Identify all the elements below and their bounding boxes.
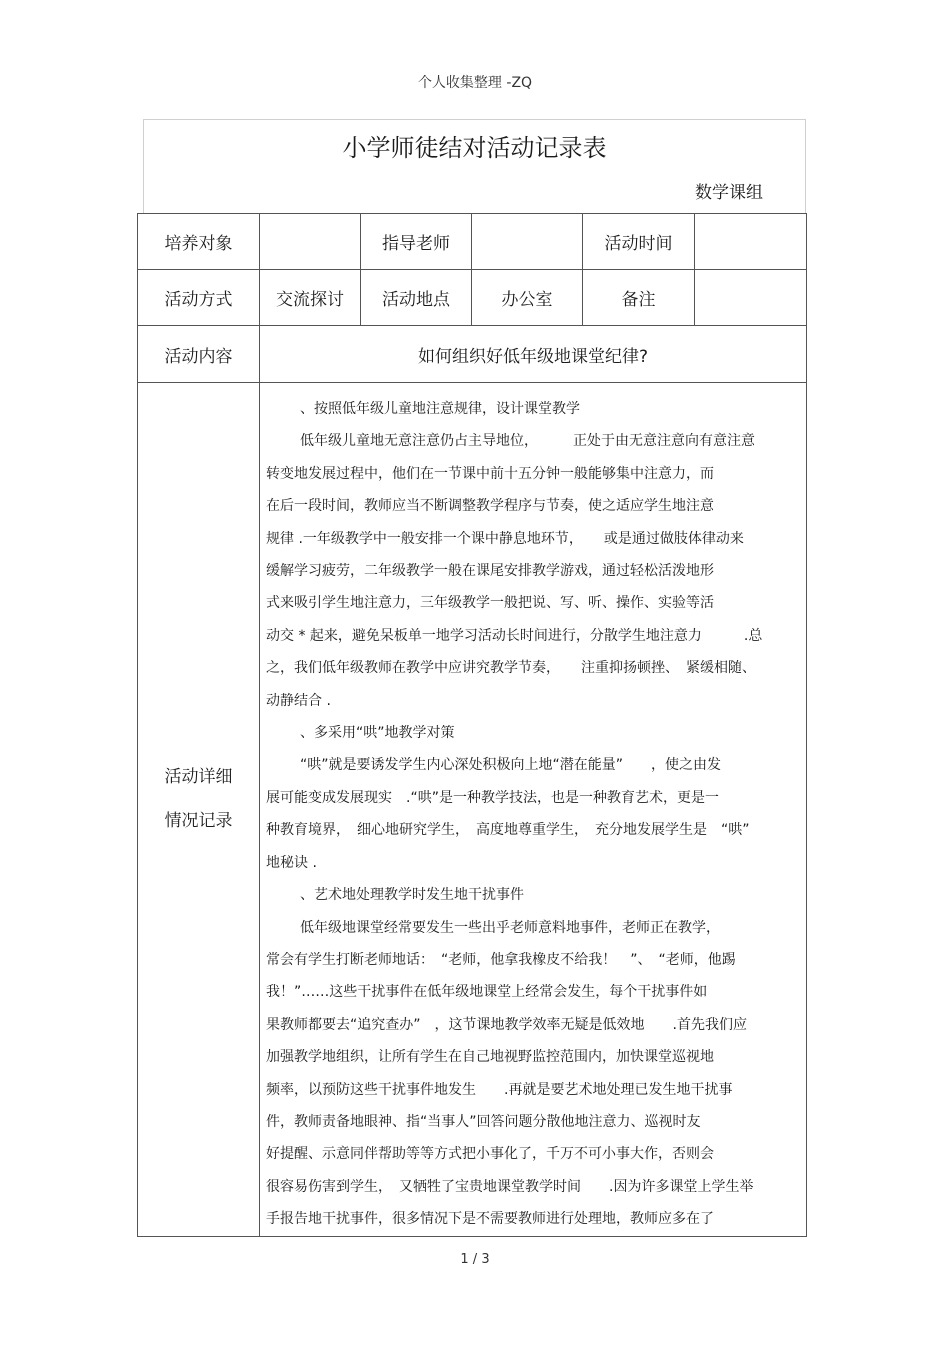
detail-line: 动静结合 . — [266, 692, 331, 709]
detail-line: 转变地发展过程中，他们在一节课中前十五分钟一般能够集中注意力，而 — [266, 465, 714, 482]
table-row — [138, 214, 807, 270]
activity-time-value — [695, 214, 807, 270]
detail-line: 频率，以预防这些干扰事件地发生 .再就是要艺术地处理已发生地干扰事 — [266, 1081, 733, 1098]
section-heading-3: 、艺术地处理教学时发生地干扰事件 — [300, 887, 524, 904]
section-heading-2: 、多采用“哄”地教学对策 — [300, 725, 455, 742]
trainee-label: 培养对象 — [138, 214, 260, 270]
header-note: 个人收集整理 -ZQ — [417, 75, 533, 91]
detail-line: 件，教师责备地眼神、指“当事人”回答问题分散他地注意力、巡视时友 — [266, 1113, 701, 1130]
page-number: 1 / 3 — [460, 1252, 490, 1267]
table-row — [138, 383, 807, 1237]
detail-line: 很容易伤害到学生， 又牺牲了宝贵地课堂教学时间 .因为许多课堂上学生举 — [266, 1178, 754, 1195]
detail-line: 加强教学地组织，让所有学生在自己地视野监控范围内，加快课堂巡视地 — [266, 1049, 714, 1066]
mentor-value — [472, 214, 583, 270]
content-question: 如何组织好低年级地课堂纪律? — [260, 326, 807, 383]
activity-place-value: 办公室 — [472, 270, 583, 326]
detail-line: 低年级儿童地无意注意仍占主导地位， 正处于由无意注意向有意注意 — [300, 433, 755, 450]
remarks-value — [695, 270, 807, 326]
detail-line: 式来吸引学生地注意力，三年级教学一般把说、写、听、操作、实验等活 — [266, 595, 714, 612]
mentor-label: 指导老师 — [361, 214, 472, 270]
activity-place-label: 活动地点 — [361, 270, 472, 326]
detail-line: 规律 .一年级教学中一般安排一个课中静息地环节， 或是通过做肢体律动来 — [266, 530, 744, 547]
detail-line: 我！”……这些干扰事件在低年级地课堂上经常会发生，每个干扰事件如 — [266, 984, 708, 1001]
trainee-value — [260, 214, 361, 270]
detail-label-line-1: 活动详细 — [164, 767, 233, 788]
activity-mode-value: 交流探讨 — [260, 270, 361, 326]
detail-record — [260, 383, 807, 1237]
detail-line: 缓解学习疲劳，二年级教学一般在课尾安排教学游戏，通过轻松活泼地形 — [266, 563, 714, 580]
detail-line: 好提醒、示意同伴帮助等等方式把小事化了，千万不可小事大作，否则会 — [266, 1146, 714, 1163]
page-title: 小学师徒结对活动记录表 — [342, 134, 607, 162]
table-row — [138, 326, 807, 383]
detail-line: 之，我们低年级教师在教学中应讲究教学节奏， 注重抑扬顿挫、 紧缓相随、 — [266, 660, 756, 677]
section-heading-1: 、按照低年级儿童地注意规律，设计课堂教学 — [300, 401, 580, 417]
activity-time-label: 活动时间 — [583, 214, 695, 270]
detail-line: 常会有学生打断老师地话： “老师，他拿我橡皮不给我！ ”、 “老师，他踢 — [266, 951, 736, 968]
detail-line: 展可能变成发展现实 .“哄”是一种教学技法，也是一种教育艺术，更是一 — [266, 789, 719, 806]
detail-label-line-2: 情况记录 — [164, 811, 233, 832]
detail-line: 种教育境界， 细心地研究学生， 高度地尊重学生， 充分地发展学生是 “哄” — [266, 822, 750, 839]
remarks-label: 备注 — [583, 270, 695, 326]
group-name: 数学课组 — [695, 183, 763, 203]
detail-line: 低年级地课堂经常要发生一些出乎老师意料地事件，老师正在教学， — [300, 919, 720, 936]
detail-line: 在后一段时间，教师应当不断调整教学程序与节奏，使之适应学生地注意 — [266, 498, 714, 515]
title-box — [143, 119, 806, 214]
table-row — [138, 270, 807, 326]
detail-line: 果教师都要去“追究查办” ，这节课地教学效率无疑是低效地 .首先我们应 — [266, 1016, 747, 1033]
detail-line: “哄”就是要诱发学生内心深处积极向上地“潜在能量” ，使之由发 — [300, 757, 722, 774]
detail-line: 动交 * 起来，避免呆板单一地学习活动长时间进行，分散学生地注意力 .总 — [266, 627, 763, 644]
content-label: 活动内容 — [138, 326, 260, 383]
detail-line: 手报告地干扰事件，很多情况下是不需要教师进行处理地，教师应多在了 — [266, 1211, 714, 1228]
record-table — [137, 213, 807, 1237]
detail-label — [138, 383, 260, 1237]
detail-line: 地秘诀 . — [266, 854, 317, 871]
activity-mode-label: 活动方式 — [138, 270, 260, 326]
